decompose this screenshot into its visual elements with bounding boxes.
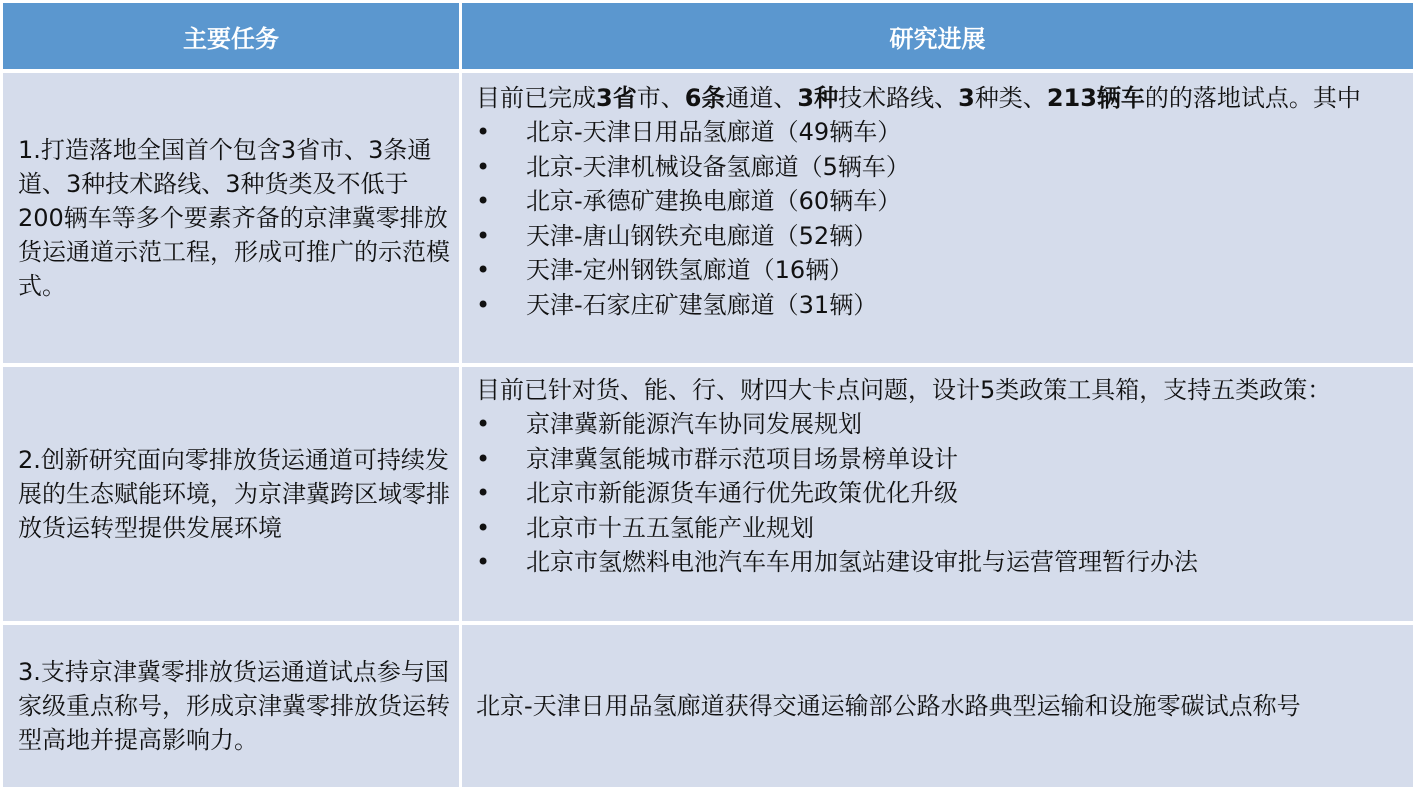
list-item: [476, 511, 1407, 546]
row1-intro-bold: 213辆车: [1046, 84, 1145, 112]
bullet-icon: •: [476, 513, 491, 542]
list-item: [476, 115, 1407, 150]
bullet-icon: •: [476, 152, 491, 181]
row3-task-text: 3.支持京津冀零排放货运通道试点参与国家级重点称号，形成京津冀零排放货运转型高地并提高影响力。: [18, 658, 450, 754]
row3-task-cell: [3, 625, 459, 787]
header-progress-label: 研究进展: [889, 24, 986, 53]
bullet-icon: •: [476, 187, 491, 215]
row1-intro-bold: 3省: [596, 84, 637, 112]
bullet-icon: •: [476, 118, 491, 146]
list-item-text: 北京市十五五氢能产业规划: [526, 513, 814, 542]
bullet-icon: •: [476, 256, 491, 284]
list-item: [476, 219, 1407, 254]
list-item: [476, 407, 1407, 442]
row1-intro-part: 种类、: [974, 84, 1047, 112]
list-item-text: 北京市新能源货车通行优先政策优化升级: [526, 479, 958, 507]
row1-progress-cell: [462, 73, 1413, 363]
bullet-icon: •: [476, 444, 491, 473]
list-item-text: 京津冀新能源汽车协同发展规划: [526, 410, 862, 438]
row2-task-text: 2.创新研究面向零排放货运通道可持续发展的生态赋能环境，为京津冀跨区域零排放货运转型提供发展环境: [18, 446, 450, 542]
row2-progress-cell: [462, 367, 1413, 621]
list-item-text: 天津-定州钢铁氢廊道（16辆）: [526, 256, 854, 284]
row1-bullet-list: [476, 115, 1407, 322]
row1-intro-part: 技术路线、: [838, 84, 959, 112]
row2-intro: 目前已针对货、能、行、财四大卡点问题，设计5类政策工具箱，支持五类政策：: [476, 376, 1332, 404]
list-item: [476, 253, 1407, 288]
bullet-icon: •: [476, 479, 491, 507]
row1-intro-bold: 6条: [684, 84, 726, 112]
row2-task-cell: [3, 367, 459, 621]
list-item-text: 北京-承德矿建换电廊道（60辆车）: [526, 187, 902, 215]
row1-task-cell: [3, 73, 459, 363]
list-item-text: 北京市氢燃料电池汽车车用加氢站建设审批与运营管理暂行办法: [526, 548, 1198, 576]
list-item-text: 天津-唐山钢铁充电廊道（52辆）: [526, 221, 878, 250]
row1-intro-part: 市、: [636, 84, 685, 112]
row1-intro-bold: 3种: [797, 84, 839, 112]
list-item: [476, 545, 1407, 580]
row3-progress-cell: [462, 625, 1413, 787]
list-item-text: 北京-天津日用品氢廊道（49辆车）: [526, 118, 902, 146]
header-task: [3, 3, 459, 69]
row1-task-text: 1.打造落地全国首个包含3省市、3条通道、3种技术路线、3种货类及不低于200辆车等多个要素齐备的京津冀零排放货运通道示范工程，形成可推广的示范模式。: [18, 136, 450, 300]
bullet-icon: •: [476, 221, 491, 250]
row2-bullet-list: [476, 407, 1407, 580]
bullet-icon: •: [476, 290, 491, 319]
row1-intro-part: 通道、: [725, 84, 798, 112]
bullet-icon: •: [476, 548, 491, 576]
row1-intro-bold: 3: [958, 84, 975, 112]
list-item-text: 北京-天津机械设备氢廊道（5辆车）: [526, 152, 910, 181]
list-item-text: 京津冀氢能城市群示范项目场景榜单设计: [526, 444, 958, 473]
bullet-icon: •: [476, 410, 491, 438]
list-item: [476, 150, 1407, 185]
row1-intro-part: 目前已完成: [476, 84, 596, 112]
header-progress: [462, 3, 1413, 69]
header-task-label: 主要任务: [183, 24, 279, 53]
list-item: [476, 476, 1407, 511]
list-item-text: 天津-石家庄矿建氢廊道（31辆）: [526, 290, 878, 319]
list-item: [476, 184, 1407, 219]
row1-intro-part: 的的落地试点。其中: [1144, 84, 1361, 112]
row3-progress-text: 北京-天津日用品氢廊道获得交通运输部公路水路典型运输和设施零碳试点称号: [476, 692, 1301, 720]
list-item: [476, 288, 1407, 323]
row1-intro: [476, 81, 1407, 115]
list-item: [476, 442, 1407, 477]
